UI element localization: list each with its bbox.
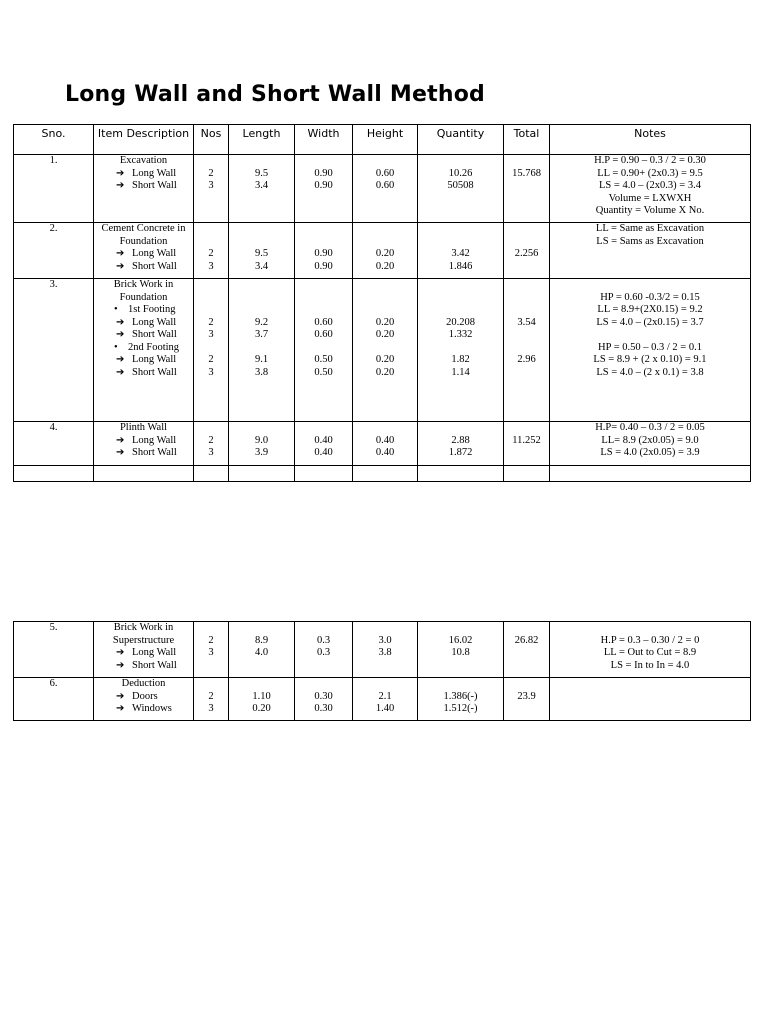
note-line: LL = Out to Cut = 8.9 (603, 647, 697, 658)
footing-label: • 1st Footing (94, 304, 193, 317)
item-heading: Foundation (119, 291, 168, 303)
arrow-right-icon: ➔ (116, 354, 125, 365)
header-notes: Notes (550, 125, 751, 155)
note-line: LS = In to In = 4.0 (610, 659, 690, 671)
note-line: HP = 0.60 -0.3/2 = 0.15 (600, 291, 700, 303)
height-value: 3.0 (378, 634, 392, 646)
table-row (14, 279, 751, 422)
estimate-table-lower (13, 621, 751, 721)
sno-cell: 2. (49, 223, 58, 234)
total-value: 3.54 (517, 316, 536, 328)
note-line: Volume = LXWXH (608, 192, 692, 204)
arrow-right-icon: ➔ (116, 316, 125, 328)
quantity-value: 1.872 (448, 447, 473, 458)
quantity-value: 2.88 (451, 434, 470, 446)
nos-value: 3 (208, 447, 214, 458)
nos-value: 2 (208, 634, 214, 646)
header-total: Total (504, 125, 550, 155)
length-value: 9.5 (254, 248, 269, 259)
total-value: 11.252 (512, 434, 541, 446)
note-line: HP = 0.50 – 0.3 / 2 = 0.1 (598, 341, 702, 353)
total-value: 23.9 (517, 690, 536, 702)
estimate-table-upper (13, 124, 751, 482)
item-heading: Superstructure (112, 634, 175, 646)
sub-item: ➔ Long Wall (116, 316, 177, 328)
note-line: H.P = 0.90 – 0.3 / 2 = 0.30 (594, 155, 706, 166)
note-line: LL = 8.9+(2X0.15) = 9.2 (597, 304, 703, 315)
header-height: Height (353, 125, 418, 155)
header-nos: Nos (194, 125, 229, 155)
length-value: 3.4 (254, 180, 269, 191)
note-line: H.P= 0.40 – 0.3 / 2 = 0.05 (595, 422, 705, 433)
quantity-value: 1.332 (448, 329, 473, 340)
quantity-value: 20.208 (446, 316, 475, 328)
width-value: 0.50 (314, 354, 333, 365)
nos-value: 2 (208, 248, 214, 259)
item-heading: Excavation (119, 155, 168, 166)
width-value: 0.3 (316, 647, 331, 658)
item-heading: Cement Concrete in (101, 223, 186, 234)
length-value: 3.8 (254, 366, 269, 378)
height-value: 0.20 (375, 248, 395, 259)
width-value: 0.40 (314, 434, 333, 446)
length-value: 1.10 (252, 690, 271, 702)
note-line: LS = Sams as Excavation (596, 235, 704, 247)
header-row (14, 125, 751, 155)
arrow-right-icon: ➔ (116, 659, 125, 671)
width-value: 0.60 (314, 329, 333, 340)
arrow-right-icon: ➔ (116, 447, 125, 458)
height-value: 0.60 (375, 180, 395, 191)
page-title: Long Wall and Short Wall Method (65, 82, 485, 107)
nos-value: 2 (208, 354, 214, 365)
total-value: 15.768 (512, 167, 541, 179)
sub-item: ➔ Doors (116, 690, 158, 702)
sub-item: ➔ Short Wall (116, 329, 177, 340)
height-value: 0.40 (375, 447, 395, 458)
arrow-right-icon: ➔ (116, 260, 125, 272)
quantity-value: 1.386(-) (443, 690, 478, 702)
table-row (14, 678, 751, 721)
width-value: 0.90 (314, 260, 333, 272)
length-value: 9.1 (254, 354, 269, 365)
empty-row (14, 466, 751, 482)
nos-value: 3 (208, 180, 214, 191)
nos-value: 2 (208, 690, 214, 702)
item-heading: Deduction (121, 678, 166, 689)
height-value: 2.1 (378, 690, 392, 702)
quantity-value: 1.512(-) (443, 703, 478, 714)
length-value: 9.0 (254, 434, 269, 446)
table-row (14, 223, 751, 279)
note-line: LL = Same as Excavation (595, 223, 705, 234)
height-value: 0.20 (375, 354, 395, 365)
arrow-right-icon: ➔ (116, 690, 125, 702)
sub-item: ➔ Short Wall (116, 447, 177, 458)
length-value: 9.2 (254, 316, 269, 328)
arrow-right-icon: ➔ (116, 703, 125, 714)
length-value: 3.9 (254, 447, 269, 458)
height-value: 0.60 (375, 167, 395, 179)
note-line: LS = 8.9 + (2 x 0.10) = 9.1 (593, 354, 707, 365)
sub-item: ➔ Short Wall (116, 260, 177, 272)
header-item-description: Item Description (94, 125, 194, 155)
item-heading: Foundation (119, 235, 168, 247)
nos-value: 3 (208, 329, 214, 340)
note-line: LS = 4.0 – (2x0.15) = 3.7 (596, 316, 704, 328)
width-value: 0.30 (314, 703, 333, 714)
nos-value: 2 (208, 167, 214, 179)
arrow-right-icon: ➔ (116, 180, 125, 191)
height-value: 3.8 (378, 647, 392, 658)
width-value: 0.90 (314, 180, 333, 191)
item-heading: Plinth Wall (119, 422, 168, 433)
table-row (14, 155, 751, 223)
sno-cell: 3. (49, 279, 58, 290)
sub-item: ➔ Long Wall (116, 248, 177, 259)
note-line: LS = 4.0 (2x0.05) = 3.9 (600, 447, 700, 458)
height-value: 0.20 (375, 329, 395, 340)
arrow-right-icon: ➔ (116, 329, 125, 340)
quantity-value: 1.82 (451, 354, 470, 365)
nos-value: 3 (208, 260, 214, 272)
quantity-value: 10.8 (451, 647, 470, 658)
arrow-right-icon: ➔ (116, 167, 125, 179)
sno-cell: 5. (49, 622, 58, 633)
sub-item: ➔ Short Wall (116, 180, 177, 191)
table-row (14, 422, 751, 466)
total-value: 2.96 (517, 354, 536, 365)
height-value: 1.40 (375, 703, 395, 714)
quantity-value: 50508 (447, 180, 474, 191)
arrow-right-icon: ➔ (116, 248, 125, 259)
item-heading: Brick Work in (113, 622, 174, 633)
height-value: 0.20 (375, 260, 395, 272)
note-line: H.P = 0.3 – 0.30 / 2 = 0 (600, 634, 700, 646)
length-value: 3.4 (254, 260, 269, 272)
nos-value: 3 (208, 703, 214, 714)
width-value: 0.40 (314, 447, 333, 458)
sub-item: ➔ Long Wall (116, 434, 177, 446)
sno-cell: 6. (49, 678, 58, 689)
table-row (14, 622, 751, 678)
height-value: 0.20 (375, 316, 395, 328)
length-value: 3.7 (254, 329, 269, 340)
width-value: 0.90 (314, 248, 333, 259)
sub-item: ➔ Long Wall (116, 167, 177, 179)
quantity-value: 1.14 (451, 366, 470, 378)
length-value: 0.20 (252, 703, 271, 714)
header-length: Length (229, 125, 295, 155)
width-value: 0.3 (316, 634, 331, 646)
total-value: 26.82 (514, 634, 539, 646)
length-value: 8.9 (254, 634, 269, 646)
total-value: 2.256 (514, 248, 539, 259)
sub-item: ➔ Short Wall (116, 366, 177, 378)
height-value: 0.20 (375, 366, 395, 378)
arrow-right-icon: ➔ (116, 366, 125, 378)
nos-value: 3 (208, 366, 214, 378)
header-quantity: Quantity (418, 125, 504, 155)
header-width: Width (295, 125, 353, 155)
note-line: Quantity = Volume X No. (595, 205, 705, 216)
note-line: LL= 8.9 (2x0.05) = 9.0 (601, 434, 699, 446)
quantity-value: 3.42 (451, 248, 470, 259)
quantity-value: 1.846 (448, 260, 473, 272)
length-value: 4.0 (254, 647, 269, 658)
width-value: 0.50 (314, 366, 333, 378)
note-line: LS = 4.0 – (2 x 0.1) = 3.8 (596, 366, 704, 378)
length-value: 9.5 (254, 167, 269, 179)
width-value: 0.30 (314, 690, 333, 702)
arrow-right-icon: ➔ (116, 434, 125, 446)
sub-item: ➔ Windows (116, 703, 172, 714)
sno-cell: 1. (49, 155, 58, 166)
header-sno: Sno. (14, 125, 94, 155)
nos-value: 2 (208, 434, 214, 446)
height-value: 0.40 (375, 434, 395, 446)
width-value: 0.60 (314, 316, 333, 328)
nos-value: 3 (208, 647, 214, 658)
item-heading: Brick Work in (113, 279, 174, 290)
quantity-value: 16.02 (448, 634, 473, 646)
arrow-right-icon: ➔ (116, 647, 125, 658)
note-line: LS = 4.0 – (2x0.3) = 3.4 (599, 180, 701, 191)
footing-label: • 2nd Footing (94, 342, 193, 355)
sub-item: ➔ Short Wall (116, 659, 177, 671)
sub-item: ➔ Long Wall (116, 354, 177, 365)
nos-value: 2 (208, 316, 214, 328)
note-line: LL = 0.90+ (2x0.3) = 9.5 (597, 167, 703, 179)
sno-cell: 4. (49, 422, 58, 433)
quantity-value: 10.26 (448, 167, 473, 179)
sub-item: ➔ Long Wall (116, 647, 177, 658)
width-value: 0.90 (314, 167, 333, 179)
